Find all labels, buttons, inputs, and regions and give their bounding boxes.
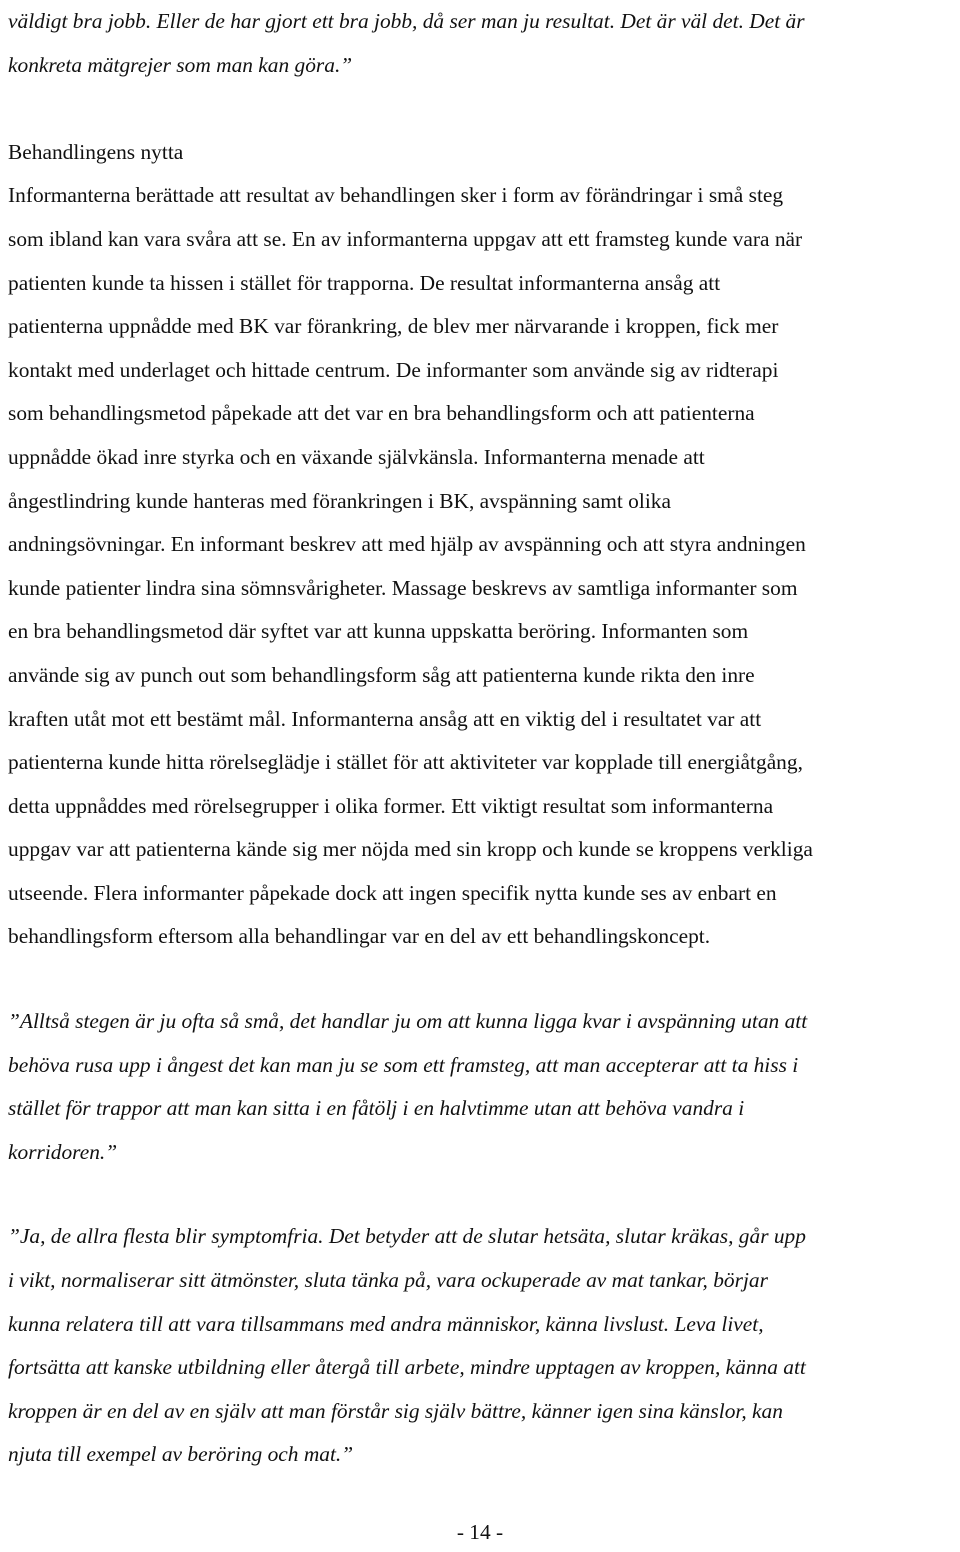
section-behandlingens-nytta	[8, 131, 958, 959]
body-line: kontakt med underlaget och hittade centrum. De informanter som använde sig av ridterapi	[8, 357, 779, 382]
quote-block-one	[8, 1000, 958, 1174]
quote-line: korridoren.”	[8, 1139, 118, 1164]
body-line: patienterna kunde hitta rörelseglädje i stället för att aktiviteter var kopplade till energiåtgång,	[8, 750, 803, 775]
quote-line: ”Alltså stegen är ju ofta så små, det handlar ju om att kunna ligga kvar i avspänning utan att	[8, 1009, 808, 1034]
body-line: utseende. Flera informanter påpekade dock att ingen specifik nytta kunde ses av enbart en	[8, 880, 777, 905]
quote-block-two	[8, 1215, 958, 1477]
body-line: som ibland kan vara svåra att se. En av informanterna uppgav att ett framsteg kunde vara när	[8, 226, 803, 251]
body-line: kunde patienter lindra sina sömnsvårigheter. Massage beskrevs av samtliga informanter som	[8, 575, 798, 600]
spacer	[8, 87, 958, 131]
body-line: som behandlingsmetod påpekade att det var en bra behandlingsform och att patienterna	[8, 401, 755, 426]
body-line: patienten kunde ta hissen i stället för trapporna. De resultat informanterna ansåg att	[8, 270, 721, 295]
quote-line: behöva rusa upp i ångest det kan man ju se som ett framsteg, att man accepterar att ta hiss i	[8, 1052, 799, 1077]
body-line: patienterna uppnådde med BK var förankring, de blev mer närvarande i kroppen, fick mer	[8, 314, 779, 339]
quote-line: stället för trappor att man kan sitta i en fåtölj i en halvtimme utan att behöva vandra i	[8, 1096, 745, 1121]
intro-quote-line: väldigt bra jobb. Eller de har gjort ett bra jobb, då ser man ju resultat. Det är väl det. Det är	[8, 9, 805, 33]
quote-line: i vikt, normaliserar sitt ätmönster, sluta tänka på, vara ockuperade av mat tankar, börjar	[8, 1268, 768, 1293]
body-line: andningsövningar. En informant beskrev att med hjälp av avspänning och att styra andningen	[8, 532, 806, 557]
intro-quote-line: konkreta mätgrejer som man kan göra.”	[8, 52, 353, 77]
body-line: använde sig av punch out som behandlingsform såg att patienterna kunde rikta den inre	[8, 662, 755, 687]
spacer	[8, 959, 958, 1000]
section-heading: Behandlingens nytta	[8, 139, 184, 164]
quote-line: njuta till exempel av beröring och mat.”	[8, 1442, 354, 1467]
body-line: Informanterna berättade att resultat av behandlingen sker i form av förändringar i små steg	[8, 183, 784, 208]
body-line: behandlingsform eftersom alla behandlingar var en del av ett behandlingskoncept.	[8, 924, 711, 949]
quote-line: fortsätta att kanske utbildning eller återgå till arbete, mindre upptagen av kroppen, känna att	[8, 1355, 806, 1380]
body-line: ångestlindring kunde hanteras med förankringen i BK, avspänning samt olika	[8, 488, 671, 513]
body-line: uppgav var att patienterna kände sig mer nöjda med sin kropp och kunde se kroppens verkliga	[8, 837, 813, 862]
intro-quote	[8, 0, 958, 87]
spacer	[8, 1174, 958, 1215]
body-line: kraften utåt mot ett bestämt mål. Informanterna ansåg att en viktig del i resultatet var att	[8, 706, 762, 731]
quote-line: kroppen är en del av en själv att man förstår sig själv bättre, känner igen sina känslor, kan	[8, 1398, 783, 1423]
quote-line: kunna relatera till att vara tillsammans med andra människor, känna livslust. Leva livet,	[8, 1311, 764, 1336]
body-line: detta uppnåddes med rörelsegrupper i olika former. Ett viktigt resultat som informanterna	[8, 793, 774, 818]
document-page	[8, 0, 958, 1477]
body-line: uppnådde ökad inre styrka och en växande självkänsla. Informanterna menade att	[8, 444, 705, 469]
quote-line: ”Ja, de allra flesta blir symptomfria. Det betyder att de slutar hetsäta, slutar kräkas, går upp	[8, 1224, 806, 1249]
body-line: en bra behandlingsmetod där syftet var att kunna uppskatta beröring. Informanten som	[8, 619, 749, 644]
page-number: - 14 -	[456, 1520, 504, 1544]
